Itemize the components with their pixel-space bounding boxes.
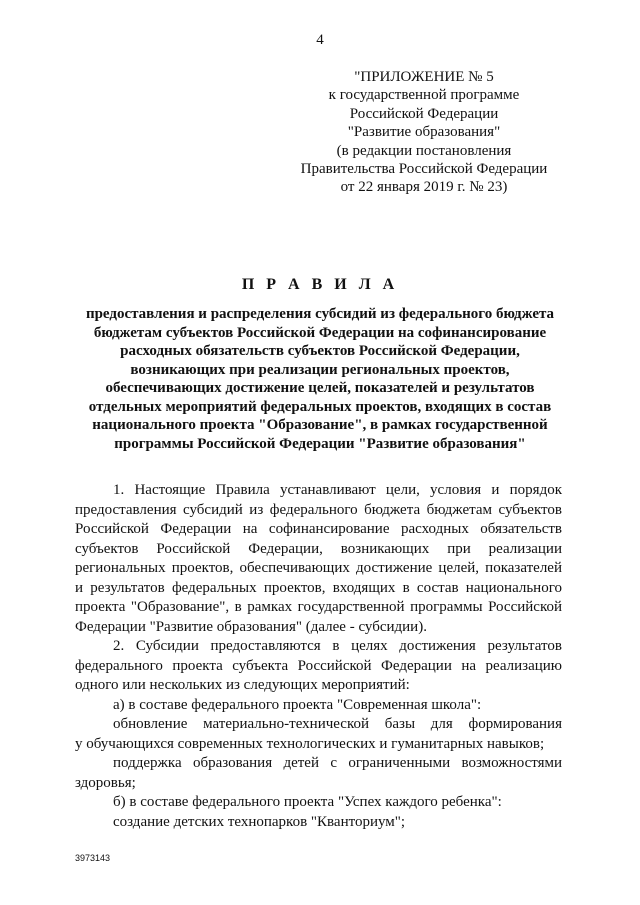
subtitle-line: бюджетам субъектов Российской Федерации на софинансирование xyxy=(93,324,547,341)
body-line: а) в составе федерального проекта "Современная школа": xyxy=(113,696,482,713)
body-line: субъектов Российской Федерации, возникающих при реализации xyxy=(75,540,562,557)
appendix-line: "ПРИЛОЖЕНИЕ № 5 xyxy=(354,69,494,85)
appendix-header xyxy=(290,68,558,197)
appendix-line: "Развитие образования" xyxy=(347,124,501,141)
body-line: поддержка образования детей с ограниченными возможностями xyxy=(113,755,562,771)
body-line: и результатов федеральных проектов, входящих в состав национального xyxy=(75,579,562,596)
body-line: федерального проекта субъекта Российской Федерации на реализацию xyxy=(75,657,562,674)
body-line: предоставления субсидий из федерального бюджета бюджетам субъектов xyxy=(75,501,562,518)
body-line: Федерации "Развитие образования" (далее - субсидии). xyxy=(75,618,427,635)
body-line: обновление материально-технической базы для формирования xyxy=(113,716,562,732)
subtitle-line: расходных обязательств субъектов Российской Федерации, xyxy=(120,343,520,359)
subtitle-line: предоставления и распределения субсидий из федерального бюджета xyxy=(85,306,555,322)
appendix-line: Российской Федерации xyxy=(349,105,499,122)
document-subtitle xyxy=(60,305,580,453)
body-line: б) в составе федерального проекта "Успех каждого ребенка": xyxy=(113,794,502,810)
subtitle-line: национального проекта "Образование", в рамках государственной xyxy=(92,417,548,433)
subtitle-line: программы Российской Федерации "Развитие образования" xyxy=(114,435,526,452)
appendix-line: от 22 января 2019 г. № 23) xyxy=(340,179,508,196)
document-code: 3973143 xyxy=(75,853,111,863)
subtitle-line: отдельных мероприятий федеральных проектов, входящих в состав xyxy=(88,398,552,415)
subtitle-line: обеспечивающих достижение целей, показателей и результатов xyxy=(105,380,535,396)
body-line: региональных проектов, обеспечивающих достижение целей, показателей xyxy=(75,560,562,576)
body-line: 2. Субсидии предоставляются в целях достижения результатов xyxy=(113,638,562,654)
body-line: одного или нескольких из следующих мероприятий: xyxy=(75,677,410,693)
document-title: П Р А В И Л А xyxy=(241,276,399,293)
appendix-line: к государственной программе xyxy=(328,87,520,104)
appendix-line: Правительства Российской Федерации xyxy=(300,161,548,178)
document-body xyxy=(75,481,562,832)
body-line: здоровья; xyxy=(75,774,136,791)
body-line: создание детских технопарков "Кванториум"; xyxy=(113,813,406,830)
body-line: Российской Федерации на софинансирование расходных обязательств xyxy=(75,521,562,537)
body-line: проекта "Образование", в рамках государственной программы Российской xyxy=(75,599,562,615)
subtitle-line: возникающих при реализации региональных проектов, xyxy=(130,361,510,378)
body-line: у обучающихся современных технологических и гуманитарных навыков; xyxy=(75,735,545,752)
appendix-line: (в редакции постановления xyxy=(336,142,512,159)
page-number: 4 xyxy=(316,32,324,48)
body-line: 1. Настоящие Правила устанавливают цели, условия и порядок xyxy=(113,482,562,498)
